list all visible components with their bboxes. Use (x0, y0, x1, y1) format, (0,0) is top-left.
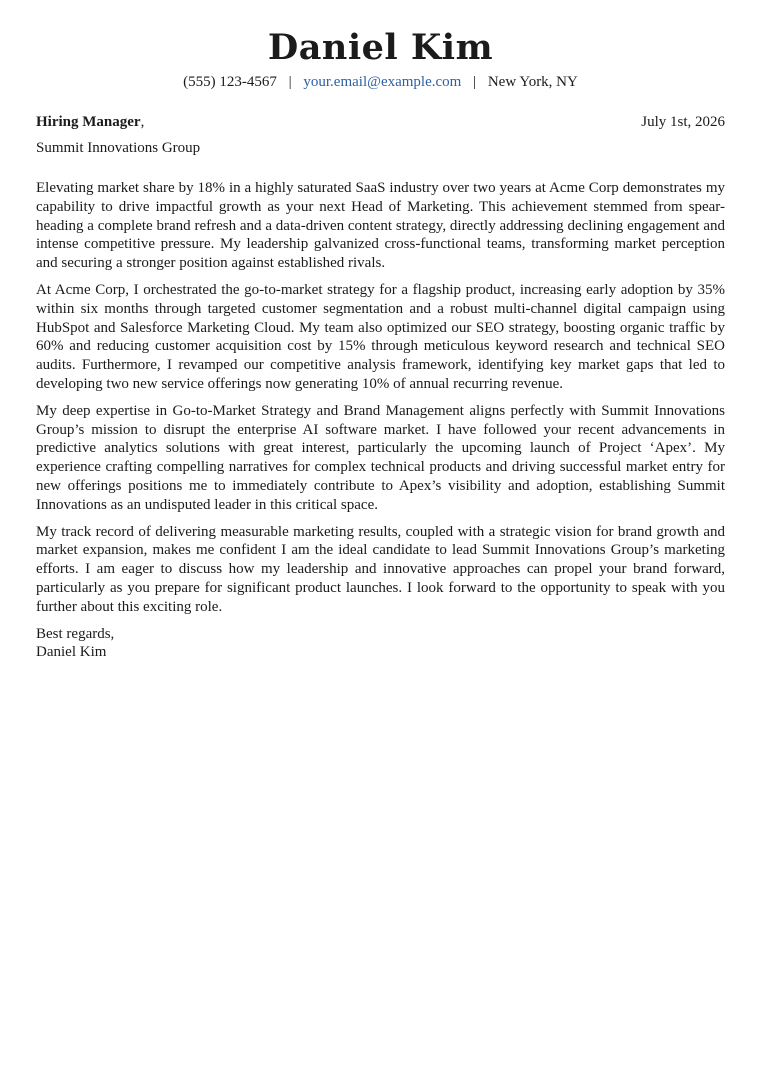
recipient-title: Hiring Manager (36, 114, 141, 130)
closing-salutation: Best regards, (36, 625, 115, 642)
body-paragraph: Elevating market share by 18% in a highly saturated SaaS industry over two years at Acme Corp demonstrates my capability to drive impactful growth as your next Head of Marketing. This achievement stemmed from spear-heading a complete brand refresh and a data-driven content strategy, directly addressing declining engagement and intense competitive pressure. My leadership galvanized cross-functional teams, transforming market perception and securing a stronger position against established rivals. (36, 180, 725, 272)
body-paragraph: At Acme Corp, I orchestrated the go-to-market strategy for a flagship product, increasing early adoption by 35% within six months through targeted customer segmentation and a robust multi-channel digital campaign using HubSpot and Salesforce Marketing Cloud. My team also optimized our SEO strategy, boosting organic traffic by 60% and reducing customer acquisition cost by 15% through meticulous keyword research and technical SEO audits. Furthermore, I revamped our competitive analysis framework, identifying key market gaps that led to developing two new service offerings now generating 10% of annual recurring revenue. (36, 281, 725, 392)
body-paragraph: My deep expertise in Go-to-Market Strategy and Brand Management aligns perfectly with Summit Innovations Group’s mission to disrupt the enterprise AI software market. I have followed your recent advancements in predictive analytics solutions with great interest, particularly the upcoming launch of Project ‘Apex’. My experience crafting compelling narratives for complex technical products and driving successful market entry for new offerings positions me to immediately contribute to Apex’s visibility and adoption, establishing Summit Innovations as an undisputed leader in this critical space. (36, 402, 725, 513)
contact-line (36, 73, 725, 91)
cover-letter-page (36, 28, 725, 662)
signature-name: Daniel Kim (36, 644, 107, 661)
applicant-name: Daniel Kim (267, 27, 494, 68)
email-link[interactable]: your.email@example.com (303, 74, 462, 90)
location: New York, NY (487, 74, 578, 90)
letter-body (36, 179, 725, 617)
closing-block (36, 625, 725, 663)
letter-date: July 1st, 2026 (641, 114, 725, 130)
contact-separator: | (473, 74, 477, 90)
body-paragraph: My track record of delivering measurable marketing results, coupled with a strategic vision for brand growth and market expansion, makes me confident I am the ideal candidate to lead Summit Innovations Group’s marketing efforts. I am eager to discuss how my leadership and innovative approaches can propel your brand forward, particularly as you prepare for significant product launches. I look forward to the opportunity to speak with you further about this exciting role. (36, 523, 725, 615)
phone-number: (555) 123-4567 (183, 74, 277, 90)
recipient-company: Summit Innovations Group (36, 140, 201, 156)
contact-separator: | (288, 74, 292, 90)
recipient-row (36, 113, 725, 131)
recipient-line (36, 113, 144, 131)
recipient-title-comma: , (140, 114, 145, 130)
